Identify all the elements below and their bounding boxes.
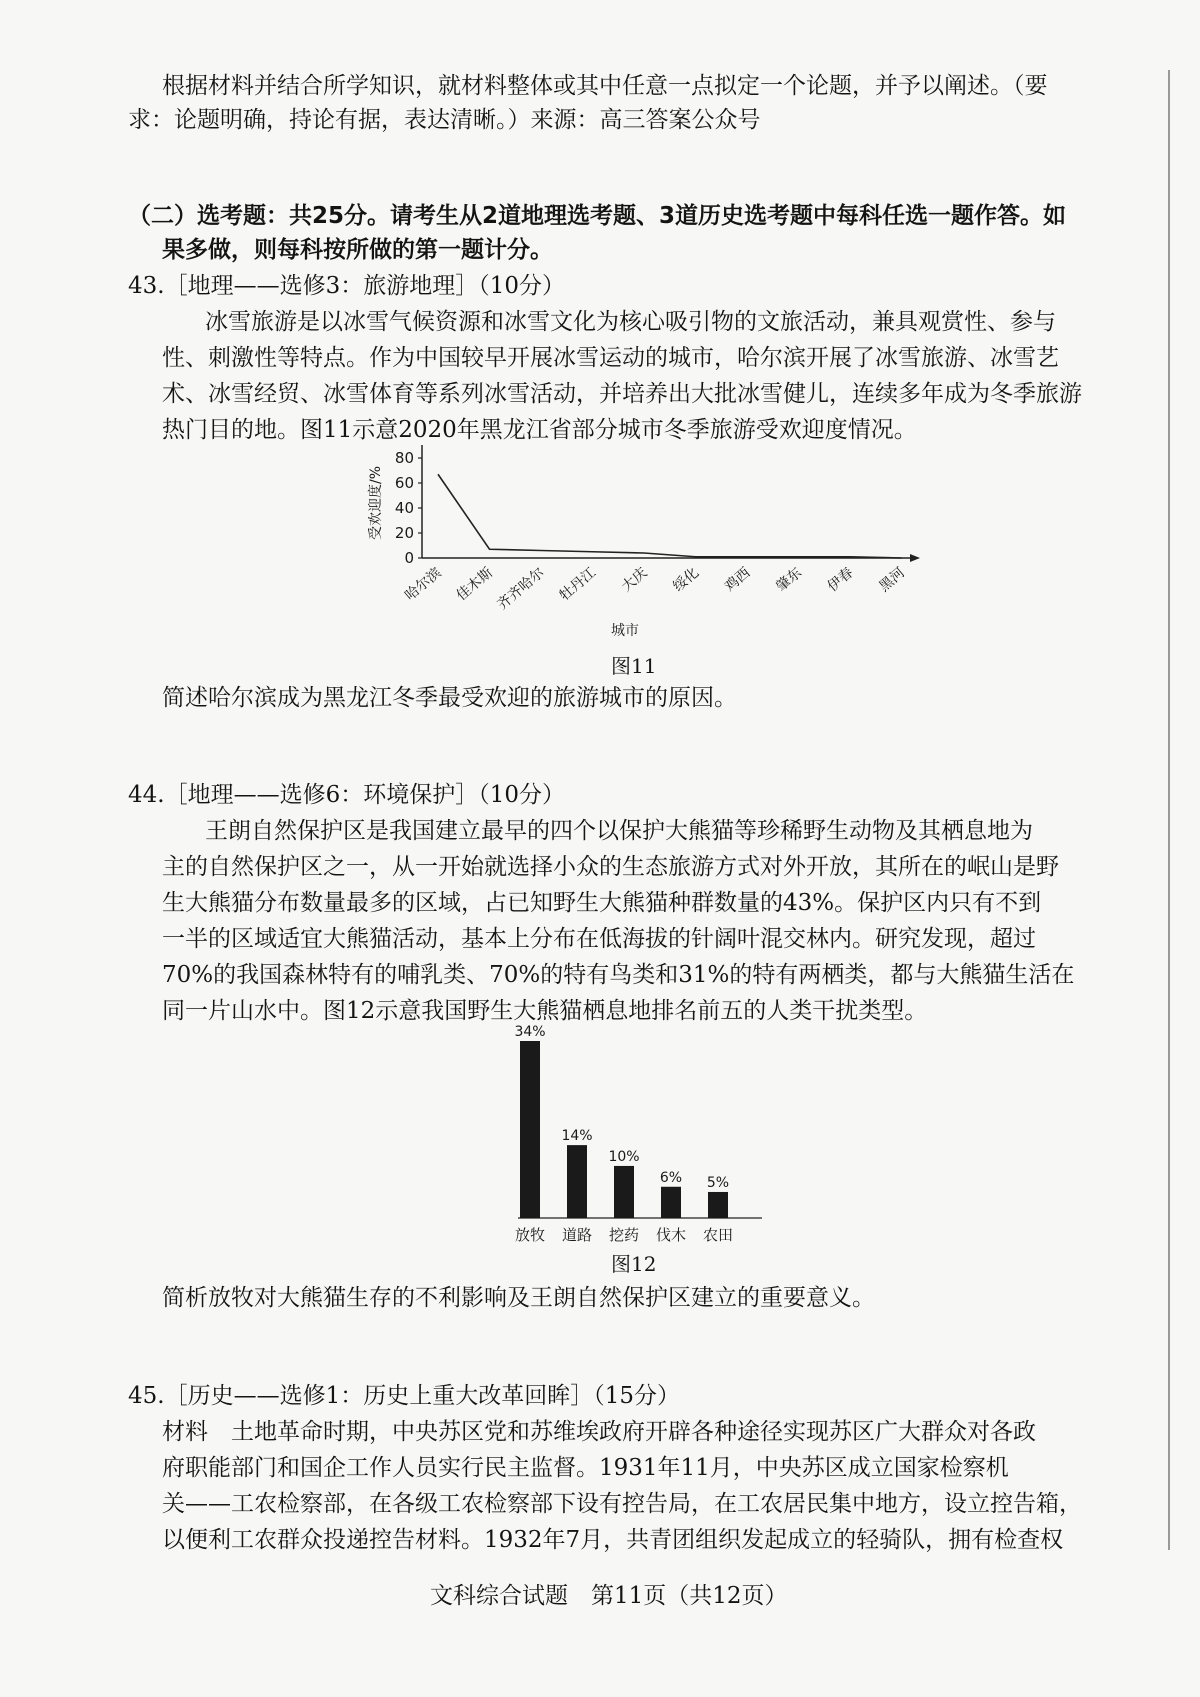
q43-question: 简述哈尔滨成为黑龙江冬季最受欢迎的旅游城市的原因。 bbox=[162, 685, 737, 711]
q43-para-line: 性、刺激性等特点。作为中国较早开展冰雪运动的城市，哈尔滨开展了冰雪旅游、冰雪艺 bbox=[162, 345, 1059, 371]
q44-para-line: 生大熊猫分布数量最多的区域，占已知野生大熊猫种群数量的43%。保护区内只有不到 bbox=[162, 890, 1042, 916]
x-tick-label: 哈尔滨 bbox=[402, 564, 445, 605]
x-tick-label: 伊春 bbox=[824, 564, 857, 596]
q44-para-line: 一半的区域适宜大熊猫活动，基本上分布在低海拔的针阔叶混交林内。研究发现，超过 bbox=[162, 926, 1036, 952]
q45-para-line: 关——工农检察部，在各级工农检察部下设有控告局，在工农居民集中地方，设立控告箱， bbox=[162, 1491, 1082, 1517]
figure-11-chart bbox=[350, 445, 930, 645]
bar bbox=[708, 1192, 728, 1218]
data-label: 10% bbox=[608, 1148, 640, 1165]
y-tick-label: 40 bbox=[394, 499, 414, 517]
q44-title: 44.［地理——选修6：环境保护］（10分） bbox=[128, 782, 565, 808]
x-tick-label: 绥化 bbox=[670, 564, 703, 596]
intro-line-2: 求：论题明确，持论有据，表达清晰。）来源：高三答案公众号 bbox=[128, 107, 761, 133]
x-tick-label: 大庆 bbox=[618, 564, 651, 596]
bar bbox=[661, 1187, 681, 1218]
figure-12-chart bbox=[500, 1008, 780, 1248]
q44-para-line: 王朗自然保护区是我国建立最早的四个以保护大熊猫等珍稀野生动物及其栖息地为 bbox=[205, 818, 1033, 844]
y-axis-label: 受欢迎度/% bbox=[368, 465, 384, 541]
x-tick-label: 伐木 bbox=[655, 1226, 687, 1244]
x-tick-label: 道路 bbox=[561, 1226, 593, 1244]
figure-11-caption: 图11 bbox=[611, 654, 657, 678]
q45-para-line: 以便利工农群众投递控告材料。1932年7月，共青团组织发起成立的轻骑队，拥有检查权 bbox=[162, 1527, 1064, 1553]
q44-para-line: 70%的我国森林特有的哺乳类、70%的特有鸟类和31%的特有两栖类，都与大熊猫生活在 bbox=[162, 962, 1075, 988]
x-tick-label: 鸡西 bbox=[721, 564, 754, 596]
x-tick-label: 放牧 bbox=[514, 1226, 546, 1244]
page-footer: 文科综合试题 第11页（共12页） bbox=[430, 1583, 788, 1609]
y-tick-label: 0 bbox=[404, 549, 414, 567]
y-tick-label: 20 bbox=[394, 524, 414, 542]
q43-para-line: 术、冰雪经贸、冰雪体育等系列冰雪活动，并培养出大批冰雪健儿，连续多年成为冬季旅游 bbox=[162, 381, 1082, 407]
q45-title: 45.［历史——选修1：历史上重大改革回眸］（15分） bbox=[128, 1383, 680, 1409]
x-tick-label: 牡丹江 bbox=[556, 564, 600, 605]
x-tick-label: 挖药 bbox=[608, 1226, 640, 1244]
q45-para-line: 材料 土地革命时期，中央苏区党和苏维埃政府开辟各种途径实现苏区广大群众对各政 bbox=[162, 1419, 1036, 1445]
y-tick-label: 80 bbox=[394, 449, 414, 467]
q44-question: 简析放牧对大熊猫生存的不利影响及王朗自然保护区建立的重要意义。 bbox=[162, 1285, 875, 1311]
q43-title: 43.［地理——选修3：旅游地理］（10分） bbox=[128, 273, 565, 299]
x-tick-label: 农田 bbox=[702, 1226, 734, 1244]
bar bbox=[614, 1166, 634, 1218]
bar bbox=[567, 1145, 587, 1218]
data-label: 34% bbox=[514, 1024, 546, 1040]
data-label: 14% bbox=[561, 1128, 593, 1145]
x-tick-label: 齐齐哈尔 bbox=[494, 564, 548, 614]
section2-line-1: （二）选考题：共25分。请考生从2道地理选考题、3道历史选考题中每科任选一题作答。如 bbox=[128, 203, 1067, 229]
data-label: 5% bbox=[706, 1174, 730, 1191]
x-tick-label: 黑河 bbox=[876, 564, 909, 596]
q43-para-line: 冰雪旅游是以冰雪气候资源和冰雪文化为核心吸引物的文旅活动，兼具观赏性、参与 bbox=[205, 309, 1056, 335]
data-label: 6% bbox=[659, 1169, 683, 1186]
x-axis-arrow bbox=[910, 554, 920, 562]
bar bbox=[520, 1041, 540, 1218]
section2-line-2: 果多做，则每科按所做的第一题计分。 bbox=[162, 237, 553, 263]
page-margin-line bbox=[1168, 70, 1170, 1550]
figure-12-caption: 图12 bbox=[611, 1252, 657, 1276]
intro-line-1: 根据材料并结合所学知识，就材料整体或其中任意一点拟定一个论题，并予以阐述。（要 bbox=[162, 73, 1048, 99]
q43-para-line: 热门目的地。图11示意2020年黑龙江省部分城市冬季旅游受欢迎度情况。 bbox=[162, 417, 917, 443]
x-axis-label: 城市 bbox=[611, 623, 639, 639]
x-tick-label: 佳木斯 bbox=[453, 564, 497, 605]
y-tick-label: 60 bbox=[394, 474, 414, 492]
series-line bbox=[438, 474, 902, 558]
q44-para-line: 主的自然保护区之一，从一开始就选择小众的生态旅游方式对外开放，其所在的岷山是野 bbox=[162, 854, 1059, 880]
x-tick-label: 肇东 bbox=[773, 564, 806, 596]
q44-para-line: 同一片山水中。图12示意我国野生大熊猫栖息地排名前五的人类干扰类型。 bbox=[162, 998, 928, 1024]
q45-para-line: 府职能部门和国企工作人员实行民主监督。1931年11月，中央苏区成立国家检察机 bbox=[162, 1455, 1009, 1481]
